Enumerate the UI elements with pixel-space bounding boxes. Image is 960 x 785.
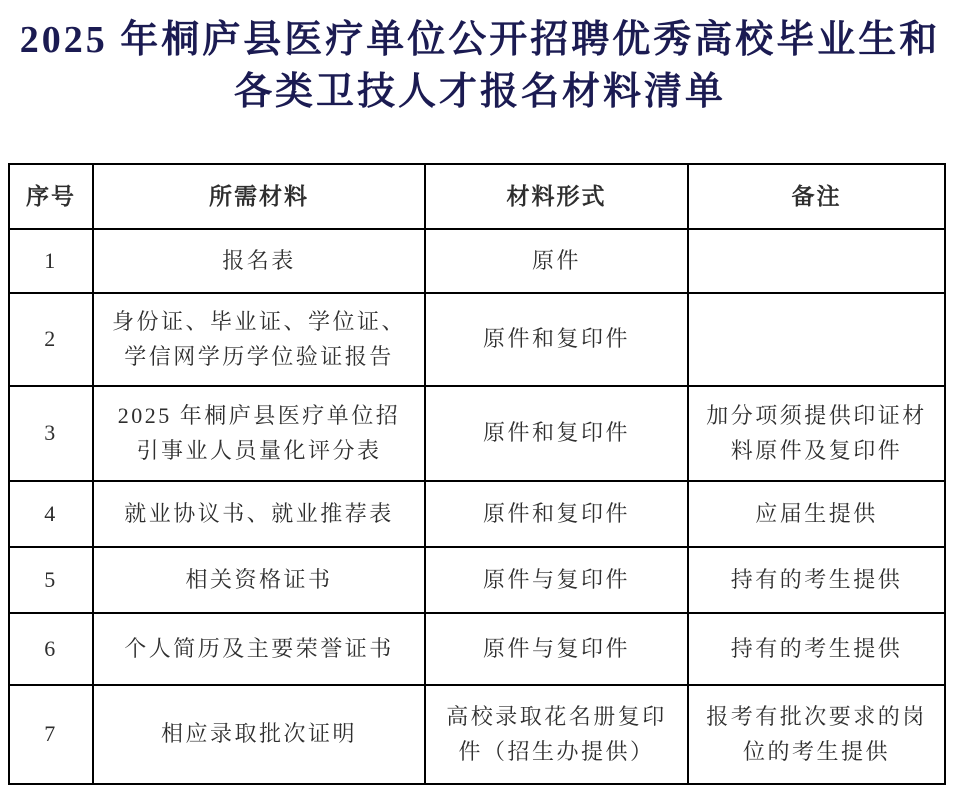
cell-material: 就业协议书、就业推荐表 [93, 481, 425, 547]
cell-serial: 4 [9, 481, 93, 547]
cell-serial: 1 [9, 229, 93, 293]
cell-note: 加分项须提供印证材料原件及复印件 [688, 386, 945, 481]
document-title-line-1: 2025 年桐庐县医疗单位公开招聘优秀高校毕业生和 [19, 19, 941, 61]
cell-note: 应届生提供 [688, 481, 945, 547]
table-header-row [9, 164, 945, 229]
table-row [9, 613, 945, 685]
materials-table-container [8, 163, 944, 785]
cell-serial: 5 [9, 547, 93, 613]
column-header-material: 所需材料 [93, 164, 425, 229]
cell-form: 原件 [425, 229, 688, 293]
table-row [9, 685, 945, 784]
cell-serial: 6 [9, 613, 93, 685]
cell-material: 身份证、毕业证、学位证、学信网学历学位验证报告 [93, 293, 425, 386]
cell-note: 持有的考生提供 [688, 613, 945, 685]
column-header-serial: 序号 [9, 164, 93, 229]
cell-form: 原件和复印件 [425, 481, 688, 547]
cell-note [688, 293, 945, 386]
table-row [9, 293, 945, 386]
cell-serial: 3 [9, 386, 93, 481]
cell-material: 个人简历及主要荣誉证书 [93, 613, 425, 685]
cell-material: 相关资格证书 [93, 547, 425, 613]
table-row [9, 229, 945, 293]
cell-note [688, 229, 945, 293]
cell-material: 2025 年桐庐县医疗单位招引事业人员量化评分表 [93, 386, 425, 481]
cell-material: 相应录取批次证明 [93, 685, 425, 784]
table-row [9, 481, 945, 547]
cell-note: 持有的考生提供 [688, 547, 945, 613]
document-title [0, 0, 960, 118]
cell-form: 原件和复印件 [425, 386, 688, 481]
cell-form: 原件与复印件 [425, 613, 688, 685]
cell-form: 高校录取花名册复印件（招生办提供） [425, 685, 688, 784]
cell-serial: 7 [9, 685, 93, 784]
table-row [9, 386, 945, 481]
cell-note: 报考有批次要求的岗位的考生提供 [688, 685, 945, 784]
column-header-form: 材料形式 [425, 164, 688, 229]
cell-serial: 2 [9, 293, 93, 386]
table-row [9, 547, 945, 613]
cell-form: 原件与复印件 [425, 547, 688, 613]
document-title-line-2: 各类卫技人才报名材料清单 [233, 71, 726, 113]
cell-form: 原件和复印件 [425, 293, 688, 386]
column-header-note: 备注 [688, 164, 945, 229]
cell-material: 报名表 [93, 229, 425, 293]
materials-table [8, 163, 946, 785]
